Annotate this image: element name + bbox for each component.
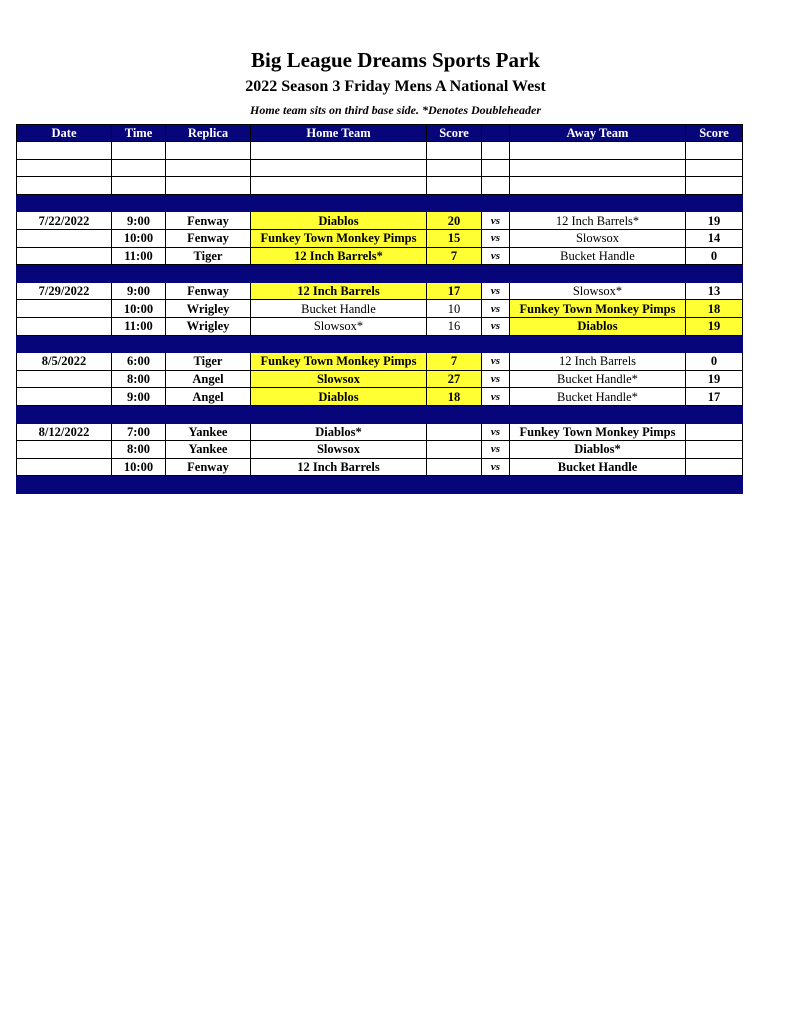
empty-cell <box>17 405 112 423</box>
empty-cell <box>112 194 166 212</box>
blank-row <box>17 177 743 195</box>
empty-cell <box>427 177 482 195</box>
header-row <box>17 125 743 142</box>
empty-cell <box>251 265 427 283</box>
game-time: 7:00 <box>112 423 166 441</box>
empty-cell <box>482 159 510 177</box>
away-score: 19 <box>686 212 743 230</box>
home-score <box>427 441 482 459</box>
empty-cell <box>17 194 112 212</box>
col-time: Time <box>112 125 166 142</box>
game-row <box>17 229 743 247</box>
game-row <box>17 247 743 265</box>
game-replica: Angel <box>166 388 251 406</box>
empty-cell <box>427 265 482 283</box>
col-replica: Replica <box>166 125 251 142</box>
game-time: 9:00 <box>112 282 166 300</box>
empty-cell <box>510 159 686 177</box>
away-score: 0 <box>686 353 743 371</box>
game-time: 10:00 <box>112 458 166 476</box>
empty-cell <box>17 265 112 283</box>
game-time: 8:00 <box>112 370 166 388</box>
game-date: 8/12/2022 <box>17 423 112 441</box>
empty-cell <box>112 142 166 160</box>
away-score: 19 <box>686 317 743 335</box>
game-date <box>17 317 112 335</box>
home-team: 12 Inch Barrels <box>251 458 427 476</box>
game-replica: Fenway <box>166 212 251 230</box>
away-team: 12 Inch Barrels <box>510 353 686 371</box>
empty-cell <box>510 177 686 195</box>
away-team: Slowsox* <box>510 282 686 300</box>
home-team: Funkey Town Monkey Pimps <box>251 353 427 371</box>
vs-label: vs <box>482 317 510 335</box>
game-date: 8/5/2022 <box>17 353 112 371</box>
game-row <box>17 212 743 230</box>
empty-cell <box>112 476 166 494</box>
home-team: 12 Inch Barrels <box>251 282 427 300</box>
game-date <box>17 300 112 318</box>
game-row <box>17 423 743 441</box>
away-team: Funkey Town Monkey Pimps <box>510 300 686 318</box>
home-score: 27 <box>427 370 482 388</box>
home-score <box>427 423 482 441</box>
empty-cell <box>482 476 510 494</box>
empty-cell <box>112 405 166 423</box>
empty-cell <box>686 335 743 353</box>
home-score: 7 <box>427 247 482 265</box>
empty-cell <box>166 476 251 494</box>
away-team: Diablos* <box>510 441 686 459</box>
empty-cell <box>112 335 166 353</box>
empty-cell <box>482 335 510 353</box>
vs-label: vs <box>482 300 510 318</box>
empty-cell <box>482 142 510 160</box>
home-score: 17 <box>427 282 482 300</box>
empty-cell <box>482 265 510 283</box>
empty-cell <box>482 194 510 212</box>
empty-cell <box>17 159 112 177</box>
empty-cell <box>112 177 166 195</box>
away-team: Slowsox <box>510 229 686 247</box>
game-date <box>17 388 112 406</box>
col-away-team: Away Team <box>510 125 686 142</box>
home-score <box>427 458 482 476</box>
week-separator <box>17 476 743 494</box>
home-score: 15 <box>427 229 482 247</box>
game-row <box>17 458 743 476</box>
vs-label: vs <box>482 247 510 265</box>
empty-cell <box>427 335 482 353</box>
game-time: 9:00 <box>112 388 166 406</box>
home-team: Diablos* <box>251 423 427 441</box>
game-date <box>17 441 112 459</box>
col-vs <box>482 125 510 142</box>
blank-row <box>17 159 743 177</box>
home-team: Funkey Town Monkey Pimps <box>251 229 427 247</box>
home-team: Slowsox* <box>251 317 427 335</box>
away-team: Bucket Handle* <box>510 388 686 406</box>
game-replica: Wrigley <box>166 300 251 318</box>
empty-cell <box>427 159 482 177</box>
col-date: Date <box>17 125 112 142</box>
game-row <box>17 353 743 371</box>
empty-cell <box>510 265 686 283</box>
vs-label: vs <box>482 282 510 300</box>
game-time: 10:00 <box>112 300 166 318</box>
empty-cell <box>166 159 251 177</box>
game-replica: Wrigley <box>166 317 251 335</box>
game-time: 10:00 <box>112 229 166 247</box>
empty-cell <box>112 265 166 283</box>
empty-cell <box>166 194 251 212</box>
page-subtitle: 2022 Season 3 Friday Mens A National West <box>245 78 546 95</box>
away-score <box>686 423 743 441</box>
game-replica: Tiger <box>166 247 251 265</box>
empty-cell <box>686 265 743 283</box>
home-team: Bucket Handle <box>251 300 427 318</box>
empty-cell <box>427 476 482 494</box>
empty-cell <box>427 405 482 423</box>
week-separator <box>17 335 743 353</box>
vs-label: vs <box>482 353 510 371</box>
away-team: Diablos <box>510 317 686 335</box>
empty-cell <box>686 476 743 494</box>
away-team: 12 Inch Barrels* <box>510 212 686 230</box>
vs-label: vs <box>482 458 510 476</box>
empty-cell <box>251 177 427 195</box>
empty-cell <box>17 142 112 160</box>
empty-cell <box>510 405 686 423</box>
empty-cell <box>686 194 743 212</box>
col-away-score: Score <box>686 125 743 142</box>
away-score: 13 <box>686 282 743 300</box>
home-team: Diablos <box>251 388 427 406</box>
empty-cell <box>482 177 510 195</box>
empty-cell <box>686 177 743 195</box>
vs-label: vs <box>482 370 510 388</box>
col-home-team: Home Team <box>251 125 427 142</box>
empty-cell <box>510 476 686 494</box>
game-time: 8:00 <box>112 441 166 459</box>
page-note: Home team sits on third base side. *Denotes Doubleheader <box>250 103 541 117</box>
away-score <box>686 441 743 459</box>
away-team: Bucket Handle <box>510 458 686 476</box>
empty-cell <box>17 177 112 195</box>
empty-cell <box>510 194 686 212</box>
blank-row <box>17 142 743 160</box>
away-score: 0 <box>686 247 743 265</box>
vs-label: vs <box>482 423 510 441</box>
away-score: 19 <box>686 370 743 388</box>
empty-cell <box>251 159 427 177</box>
empty-cell <box>251 142 427 160</box>
home-score: 10 <box>427 300 482 318</box>
empty-cell <box>510 142 686 160</box>
game-replica: Fenway <box>166 282 251 300</box>
home-score: 18 <box>427 388 482 406</box>
week-separator <box>17 194 743 212</box>
empty-cell <box>251 476 427 494</box>
game-replica: Yankee <box>166 423 251 441</box>
game-date: 7/22/2022 <box>17 212 112 230</box>
away-team: Bucket Handle <box>510 247 686 265</box>
empty-cell <box>17 476 112 494</box>
game-time: 11:00 <box>112 317 166 335</box>
away-score: 17 <box>686 388 743 406</box>
away-team: Funkey Town Monkey Pimps <box>510 423 686 441</box>
game-row <box>17 300 743 318</box>
empty-cell <box>686 405 743 423</box>
game-time: 9:00 <box>112 212 166 230</box>
empty-cell <box>166 335 251 353</box>
game-date <box>17 247 112 265</box>
week-separator <box>17 265 743 283</box>
empty-cell <box>427 194 482 212</box>
empty-cell <box>166 177 251 195</box>
game-replica: Fenway <box>166 229 251 247</box>
empty-cell <box>251 335 427 353</box>
empty-cell <box>112 159 166 177</box>
away-score: 18 <box>686 300 743 318</box>
game-date: 7/29/2022 <box>17 282 112 300</box>
game-date <box>17 458 112 476</box>
game-row <box>17 370 743 388</box>
away-team: Bucket Handle* <box>510 370 686 388</box>
home-team: Slowsox <box>251 441 427 459</box>
home-team: 12 Inch Barrels* <box>251 247 427 265</box>
away-score: 14 <box>686 229 743 247</box>
game-date <box>17 370 112 388</box>
empty-cell <box>686 159 743 177</box>
col-home-score: Score <box>427 125 482 142</box>
home-team: Diablos <box>251 212 427 230</box>
game-row <box>17 388 743 406</box>
game-replica: Yankee <box>166 441 251 459</box>
game-row <box>17 317 743 335</box>
game-replica: Tiger <box>166 353 251 371</box>
game-replica: Fenway <box>166 458 251 476</box>
empty-cell <box>166 265 251 283</box>
empty-cell <box>166 142 251 160</box>
home-score: 20 <box>427 212 482 230</box>
empty-cell <box>427 142 482 160</box>
game-row <box>17 282 743 300</box>
empty-cell <box>166 405 251 423</box>
vs-label: vs <box>482 441 510 459</box>
empty-cell <box>482 405 510 423</box>
away-score <box>686 458 743 476</box>
empty-cell <box>251 405 427 423</box>
vs-label: vs <box>482 212 510 230</box>
game-time: 6:00 <box>112 353 166 371</box>
empty-cell <box>510 335 686 353</box>
game-row <box>17 441 743 459</box>
vs-label: vs <box>482 388 510 406</box>
empty-cell <box>17 335 112 353</box>
game-time: 11:00 <box>112 247 166 265</box>
game-date <box>17 229 112 247</box>
week-separator <box>17 405 743 423</box>
game-replica: Angel <box>166 370 251 388</box>
home-team: Slowsox <box>251 370 427 388</box>
empty-cell <box>686 142 743 160</box>
page-title: Big League Dreams Sports Park <box>251 48 540 72</box>
empty-cell <box>251 194 427 212</box>
home-score: 16 <box>427 317 482 335</box>
vs-label: vs <box>482 229 510 247</box>
schedule-table <box>16 124 743 494</box>
home-score: 7 <box>427 353 482 371</box>
schedule-body <box>17 142 743 494</box>
